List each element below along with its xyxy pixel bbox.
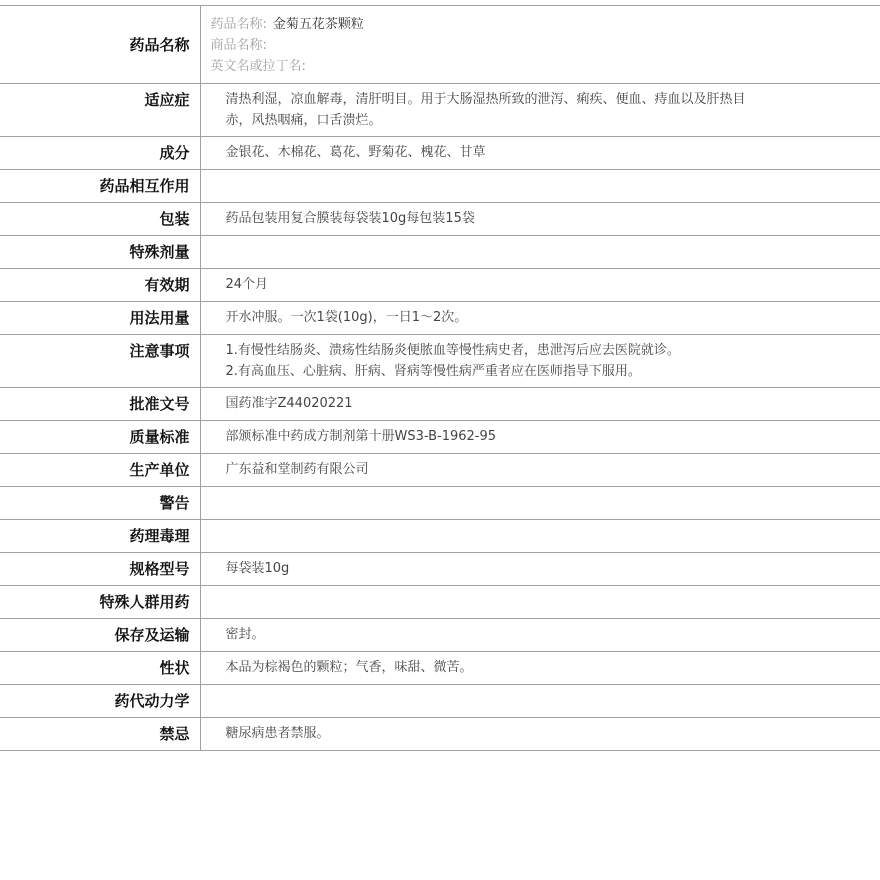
field-label: 质量标准 <box>0 421 200 454</box>
field-label: 有效期 <box>0 269 200 302</box>
info-row <box>0 421 880 454</box>
field-value <box>200 335 880 388</box>
field-label: 警告 <box>0 487 200 520</box>
field-value: 密封。 <box>225 627 265 642</box>
field-value: 部颁标准中药成方制剂第十册WS3-B-1962-95 <box>225 429 497 444</box>
info-row <box>0 269 880 302</box>
field-label: 生产单位 <box>0 454 200 487</box>
field-label: 药代动力学 <box>0 685 200 718</box>
info-row <box>0 520 880 553</box>
field-label: 规格型号 <box>0 553 200 586</box>
field-value <box>200 6 880 84</box>
info-row <box>0 454 880 487</box>
info-row <box>0 586 880 619</box>
info-row <box>0 553 880 586</box>
field-value: 每袋装10g <box>225 561 290 576</box>
info-row <box>0 203 880 236</box>
info-row <box>0 619 880 652</box>
drug-info-table-body <box>0 6 880 751</box>
info-row <box>0 137 880 170</box>
field-value <box>200 170 880 203</box>
field-label: 用法用量 <box>0 302 200 335</box>
subfield-key: 药品名称: <box>210 17 267 32</box>
field-label: 适应症 <box>0 84 200 137</box>
drug-info-table <box>0 5 880 751</box>
field-label: 特殊人群用药 <box>0 586 200 619</box>
info-row <box>0 335 880 388</box>
info-row <box>0 302 880 335</box>
subfield-key: 英文名或拉丁名: <box>210 59 306 74</box>
field-value <box>200 586 880 619</box>
value-line: 清热利湿，凉血解毒，清肝明目。用于大肠湿热所致的泄泻、痢疾、便血、痔血以及肝热目 <box>225 92 746 107</box>
field-label: 包装 <box>0 203 200 236</box>
field-label: 药品相互作用 <box>0 170 200 203</box>
field-value <box>200 236 880 269</box>
field-value: 开水冲服。一次1袋(10g)，一日1～2次。 <box>225 310 468 325</box>
field-value: 药品包装用复合膜装每袋装10g每包装15袋 <box>225 211 475 226</box>
field-value: 国药准字Z44020221 <box>225 396 353 411</box>
field-value <box>200 520 880 553</box>
field-label: 保存及运输 <box>0 619 200 652</box>
info-row <box>0 236 880 269</box>
field-label: 批准文号 <box>0 388 200 421</box>
field-value <box>200 685 880 718</box>
info-row <box>0 718 880 751</box>
name-subfield <box>211 35 880 56</box>
info-row <box>0 170 880 203</box>
name-subfield <box>211 56 880 77</box>
field-label: 性状 <box>0 652 200 685</box>
field-label: 禁忌 <box>0 718 200 751</box>
field-label: 成分 <box>0 137 200 170</box>
info-row <box>0 84 880 137</box>
field-value: 金银花、木棉花、葛花、野菊花、槐花、甘草 <box>225 145 486 160</box>
field-label: 药理毒理 <box>0 520 200 553</box>
field-value <box>200 84 880 137</box>
field-value <box>200 487 880 520</box>
subfield-key: 商品名称: <box>210 38 267 53</box>
info-row <box>0 388 880 421</box>
info-row <box>0 6 880 84</box>
info-row <box>0 685 880 718</box>
field-value: 本品为棕褐色的颗粒；气香，味甜、微苦。 <box>225 660 473 675</box>
field-label: 特殊剂量 <box>0 236 200 269</box>
subfield-value: 金菊五花茶颗粒 <box>272 17 364 32</box>
field-value: 广东益和堂制药有限公司 <box>225 462 369 477</box>
name-subfield <box>211 14 880 35</box>
info-row <box>0 652 880 685</box>
value-line: 赤，风热咽痛，口舌溃烂。 <box>225 113 382 128</box>
field-label: 注意事项 <box>0 335 200 388</box>
value-line: 1.有慢性结肠炎、溃疡性结肠炎便脓血等慢性病史者，患泄泻后应去医院就诊。 <box>225 343 680 358</box>
field-value: 糖尿病患者禁服。 <box>225 726 330 741</box>
field-value: 24个月 <box>225 277 269 292</box>
info-row <box>0 487 880 520</box>
field-label: 药品名称 <box>0 6 200 84</box>
value-line: 2.有高血压、心脏病、肝病、肾病等慢性病严重者应在医师指导下服用。 <box>225 364 641 379</box>
